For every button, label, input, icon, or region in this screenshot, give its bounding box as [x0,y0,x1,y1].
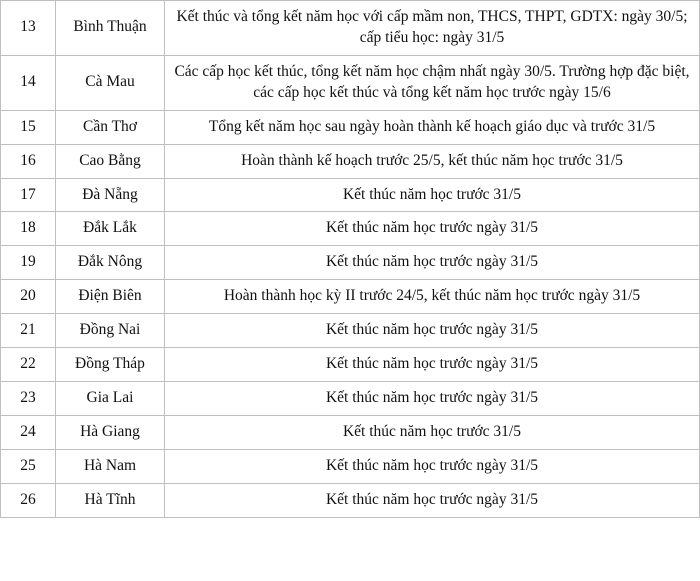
row-index: 13 [1,1,56,56]
row-province: Hà Giang [56,415,165,449]
row-province: Đồng Nai [56,314,165,348]
table-row [1,314,700,348]
row-province: Gia Lai [56,382,165,416]
row-province: Đà Nẵng [56,178,165,212]
row-province: Bình Thuận [56,1,165,56]
table-row [1,483,700,517]
row-index: 20 [1,280,56,314]
row-index: 23 [1,382,56,416]
table-row [1,449,700,483]
table-row [1,280,700,314]
row-note: Kết thúc năm học trước ngày 31/5 [165,449,700,483]
table-row [1,415,700,449]
row-province: Cà Mau [56,55,165,110]
row-province: Hà Nam [56,449,165,483]
row-province: Hà Tĩnh [56,483,165,517]
row-index: 17 [1,178,56,212]
row-note: Các cấp học kết thúc, tổng kết năm học chậm nhất ngày 30/5. Trường hợp đặc biệt, các cấp học kết thúc và tổng kết năm học trước ngày 15/6 [165,55,700,110]
row-index: 19 [1,246,56,280]
row-province: Đồng Tháp [56,348,165,382]
row-note: Kết thúc năm học trước 31/5 [165,415,700,449]
row-index: 25 [1,449,56,483]
table-row [1,144,700,178]
table-row [1,55,700,110]
row-note: Kết thúc năm học trước ngày 31/5 [165,246,700,280]
row-note: Kết thúc năm học trước ngày 31/5 [165,382,700,416]
table-row [1,212,700,246]
table-body [1,1,700,518]
row-note: Kết thúc năm học trước ngày 31/5 [165,212,700,246]
table-row [1,382,700,416]
row-note: Hoàn thành học kỳ II trước 24/5, kết thúc năm học trước ngày 31/5 [165,280,700,314]
row-index: 21 [1,314,56,348]
table-row [1,178,700,212]
row-province: Điện Biên [56,280,165,314]
row-note: Kết thúc năm học trước 31/5 [165,178,700,212]
row-note: Kết thúc và tổng kết năm học với cấp mầm non, THCS, THPT, GDTX: ngày 30/5; cấp tiểu học: ngày 31/5 [165,1,700,56]
row-index: 26 [1,483,56,517]
row-note: Kết thúc năm học trước ngày 31/5 [165,483,700,517]
row-note: Kết thúc năm học trước ngày 31/5 [165,314,700,348]
row-province: Đắk Lắk [56,212,165,246]
table-row [1,348,700,382]
row-note: Hoàn thành kế hoạch trước 25/5, kết thúc năm học trước 31/5 [165,144,700,178]
row-province: Cao Bằng [56,144,165,178]
row-index: 16 [1,144,56,178]
row-note: Tổng kết năm học sau ngày hoàn thành kế hoạch giáo dục và trước 31/5 [165,110,700,144]
row-index: 24 [1,415,56,449]
row-index: 15 [1,110,56,144]
row-index: 18 [1,212,56,246]
table-row [1,246,700,280]
row-province: Cần Thơ [56,110,165,144]
row-note: Kết thúc năm học trước ngày 31/5 [165,348,700,382]
row-index: 22 [1,348,56,382]
row-province: Đắk Nông [56,246,165,280]
table-row [1,1,700,56]
table-row [1,110,700,144]
row-index: 14 [1,55,56,110]
